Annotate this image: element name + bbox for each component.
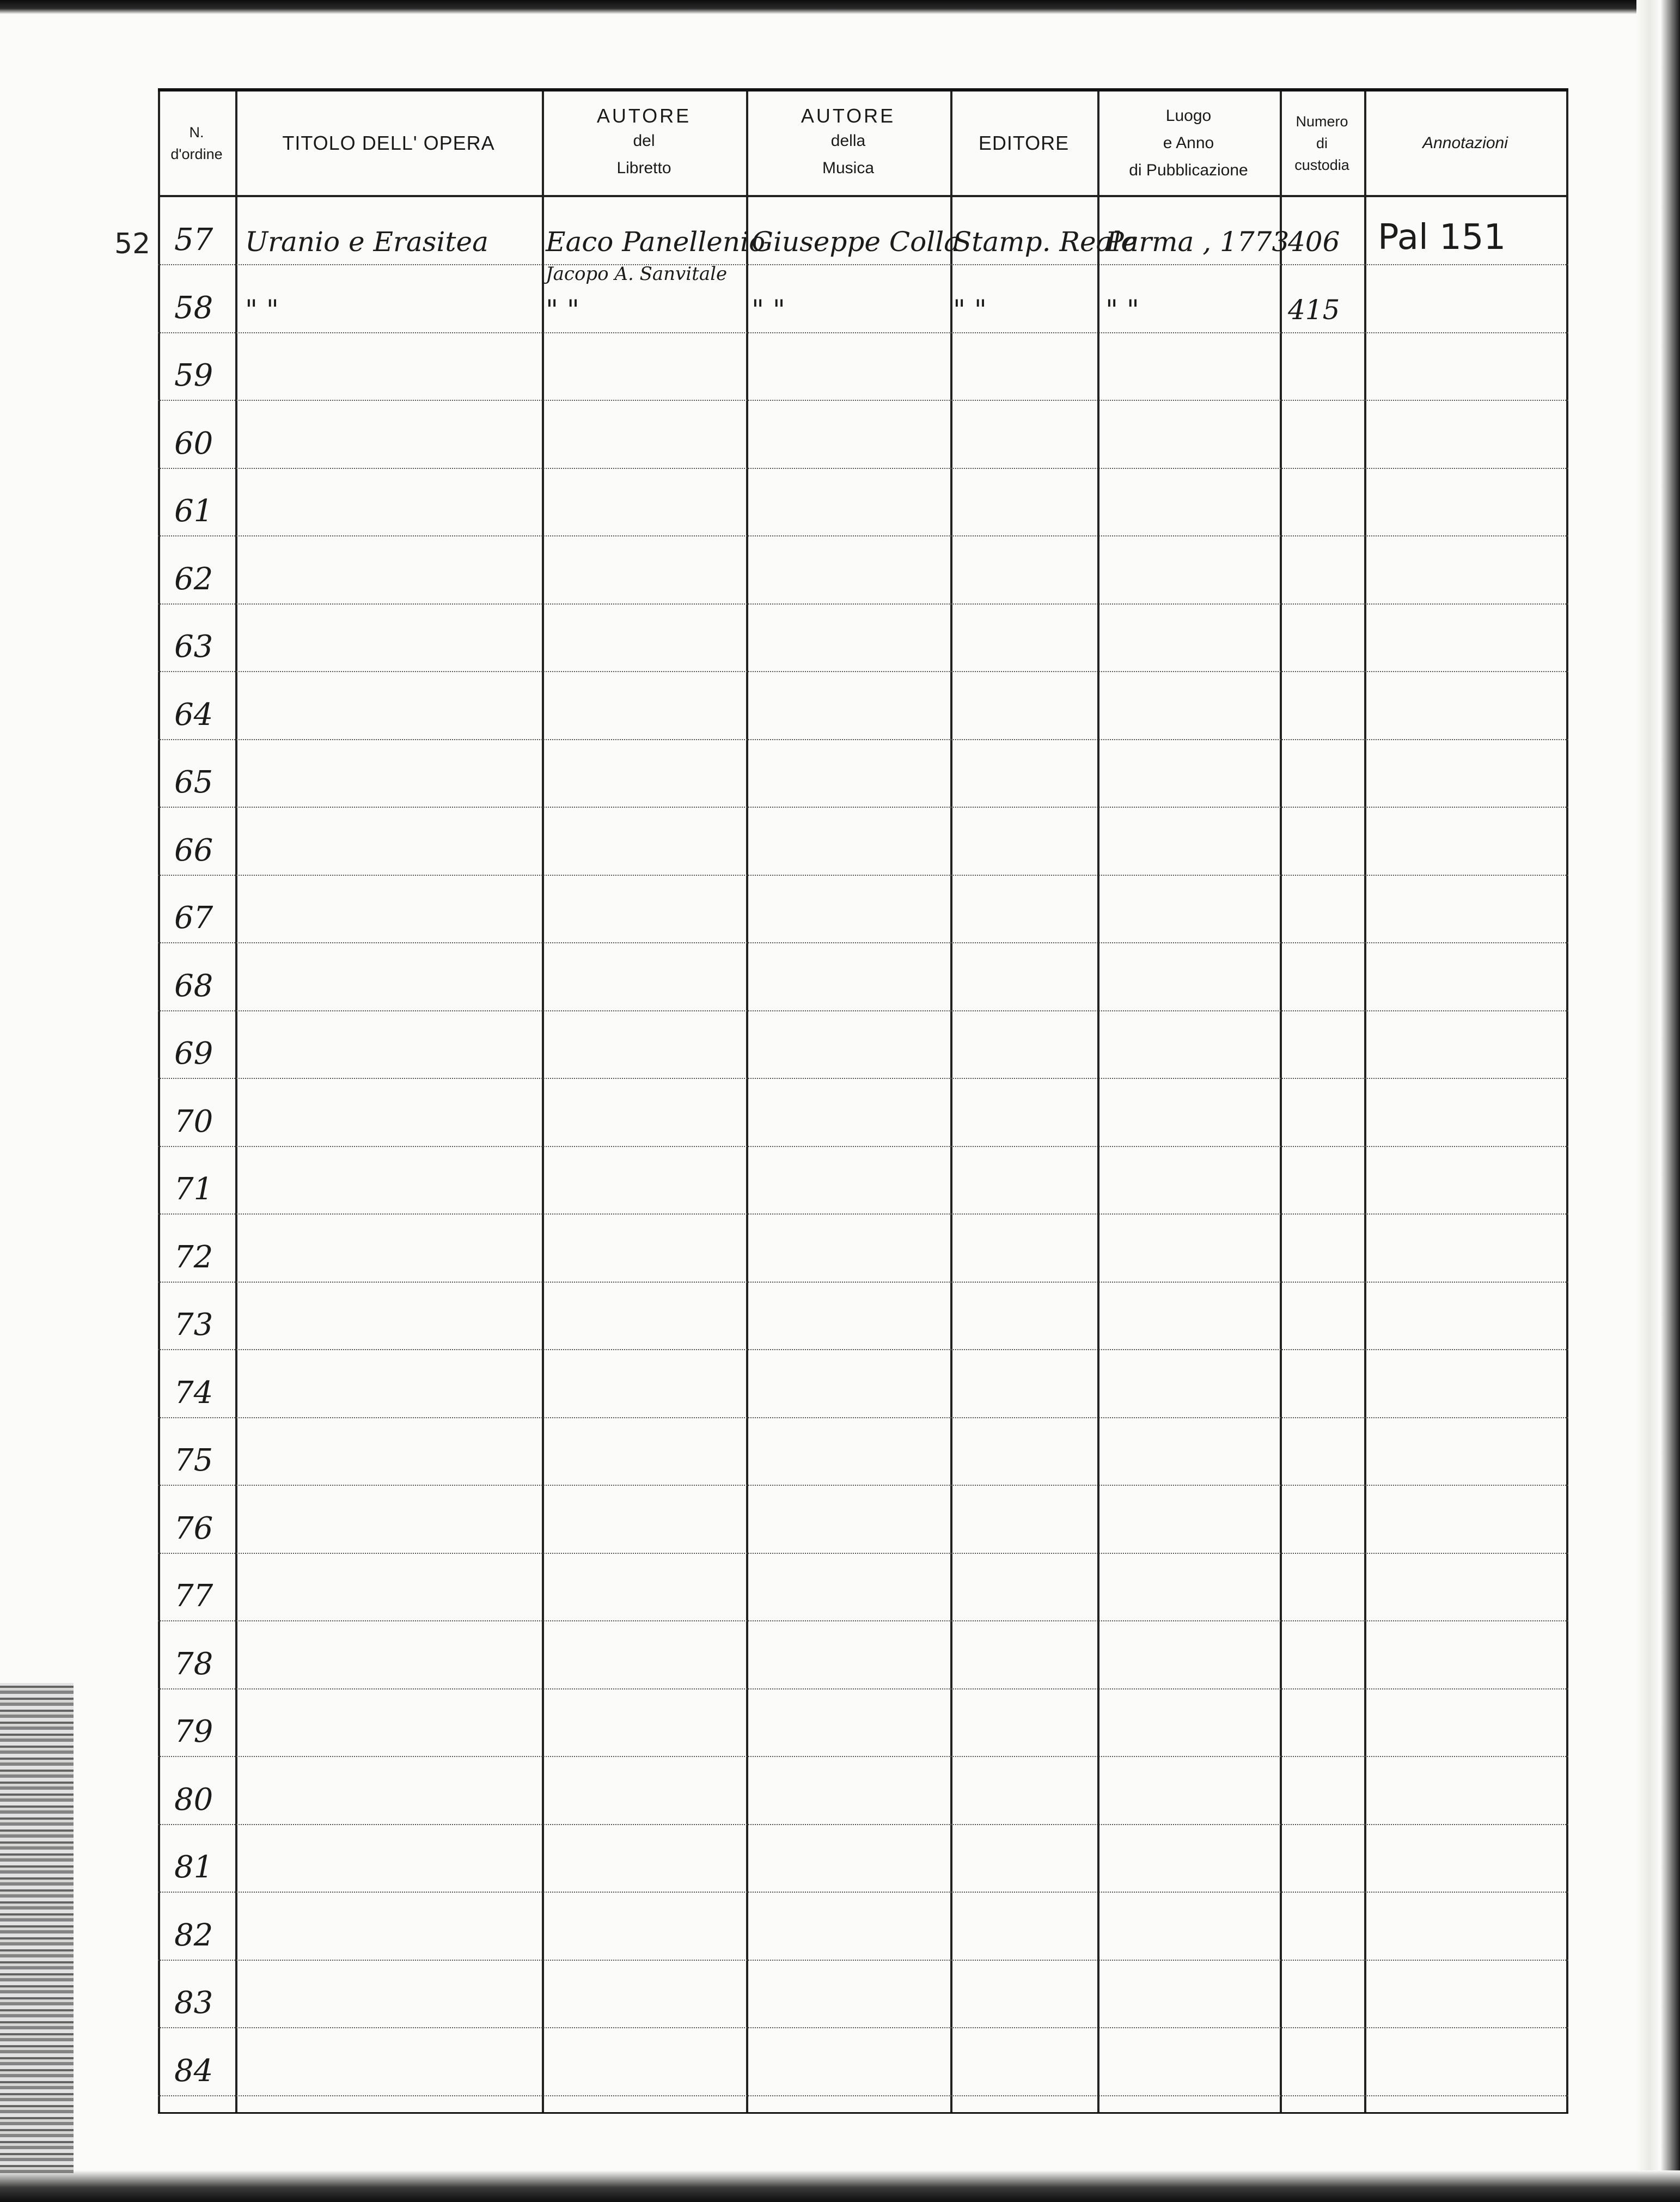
cell-n: 74 [174, 1375, 213, 1411]
header-title [235, 92, 542, 195]
header-place-line2: e Anno [1163, 134, 1214, 152]
cell-n: 70 [174, 1103, 213, 1139]
header-custody-number [1280, 92, 1364, 195]
register-table [158, 88, 1568, 2114]
table-row [158, 1758, 1568, 1825]
cell-n: 83 [174, 1985, 213, 2021]
cell-n: 69 [174, 1036, 213, 1071]
header-order-line1: N. [189, 124, 204, 141]
cell-music: " " [752, 294, 785, 326]
cell-n: 82 [174, 1917, 213, 1953]
header-notes-label: Annotazioni [1422, 134, 1508, 152]
header-place-line3: di Pubblicazione [1129, 161, 1248, 179]
header-music-author [746, 92, 950, 195]
cell-place: " " [1105, 294, 1139, 326]
header-place-year [1097, 92, 1280, 195]
table-row [158, 1011, 1568, 1079]
cell-libretto: Eaco Panellenio [546, 226, 766, 258]
cell-custody: 406 [1288, 226, 1340, 258]
table-row [158, 1351, 1568, 1418]
table-row [158, 1893, 1568, 1961]
cell-publisher: " " [953, 294, 987, 326]
cell-n: 77 [174, 1578, 213, 1614]
table-row [158, 1215, 1568, 1283]
header-libretto-author [542, 92, 746, 195]
table-row [158, 1961, 1568, 2028]
table-row [158, 469, 1568, 536]
cell-n: 66 [174, 832, 213, 868]
cell-publisher: Stamp. Reale [953, 226, 1137, 258]
table-row [158, 333, 1568, 401]
cell-n: 60 [174, 425, 213, 461]
cell-n: 61 [174, 493, 213, 529]
header-libretto-line1: AUTORE [596, 105, 692, 127]
cell-n: 58 [174, 290, 213, 326]
cell-n: 81 [174, 1850, 213, 1885]
header-notes [1364, 92, 1566, 195]
header-custody-line2: di [1316, 135, 1328, 151]
cell-n: 78 [174, 1646, 213, 1682]
cell-music: Giuseppe Colla [752, 226, 961, 258]
cell-n: 79 [174, 1714, 213, 1749]
table-row [158, 876, 1568, 943]
header-music-line2: della [830, 132, 866, 150]
header-title-label: TITOLO DELL' OPERA [282, 132, 495, 154]
cell-title: " " [245, 294, 279, 326]
cell-place: Parma , 1773 [1105, 226, 1290, 258]
header-place-line1: Luogo [1165, 107, 1212, 125]
cell-title: Uranio e Erasitea [245, 226, 488, 258]
table-row [158, 1486, 1568, 1554]
cell-n: 84 [174, 2053, 213, 2089]
cell-n: 65 [174, 765, 213, 800]
table-row [158, 1554, 1568, 1621]
table-row [158, 2029, 1568, 2096]
cell-n: 71 [174, 1172, 213, 1207]
table-row [158, 537, 1568, 605]
table-row [158, 198, 1568, 285]
cell-n: 73 [174, 1307, 213, 1343]
header-publisher-label: EDITORE [978, 132, 1070, 154]
header-custody-line3: custodia [1294, 157, 1349, 173]
header-music-line3: Musica [822, 159, 875, 177]
table-row [158, 1418, 1568, 1486]
header-libretto-line2: del [633, 132, 655, 150]
header-publisher [950, 92, 1097, 195]
header-order-number [158, 92, 235, 195]
table-row [158, 1825, 1568, 1893]
table-row [158, 1283, 1568, 1350]
cell-n: 67 [174, 900, 213, 936]
header-rule [158, 195, 1568, 197]
cell-libretto-second-author: Jacopo A. Sanvitale [546, 263, 728, 285]
table-row [158, 808, 1568, 876]
table-row [158, 944, 1568, 1011]
cell-n: 62 [174, 561, 213, 597]
table-row [158, 1689, 1568, 1757]
table-row [158, 740, 1568, 808]
table-row [158, 401, 1568, 469]
cell-n: 72 [174, 1239, 213, 1275]
header-custody-line1: Numero [1296, 113, 1348, 130]
table-row [158, 1079, 1568, 1147]
cell-n: 75 [174, 1443, 213, 1478]
scan-edge-top [0, 0, 1680, 14]
cell-libretto: " " [546, 294, 579, 326]
cell-n: 59 [174, 358, 213, 393]
table-row [158, 1147, 1568, 1215]
cell-custody: 415 [1288, 294, 1340, 326]
table-row [158, 673, 1568, 740]
header-music-line1: AUTORE [801, 105, 896, 127]
scan-edge-right [1636, 0, 1680, 2202]
row-dotted-rule [158, 2095, 1568, 2096]
header-libretto-line3: Libretto [616, 159, 671, 177]
table-row [158, 266, 1568, 333]
cell-n: 76 [174, 1510, 213, 1546]
table-row [158, 605, 1568, 672]
cell-notes: Pal 151 [1378, 217, 1506, 258]
header-order-line2: d'ordine [170, 146, 223, 162]
scan-stain-left [0, 1683, 74, 2173]
cell-n: 80 [174, 1782, 213, 1817]
scan-edge-bottom [0, 2170, 1680, 2202]
table-row [158, 1622, 1568, 1689]
margin-page-note: 52 [114, 228, 151, 260]
cell-n: 57 [174, 222, 213, 258]
cell-n: 63 [174, 629, 213, 664]
cell-n: 64 [174, 697, 213, 733]
cell-n: 68 [174, 968, 213, 1004]
